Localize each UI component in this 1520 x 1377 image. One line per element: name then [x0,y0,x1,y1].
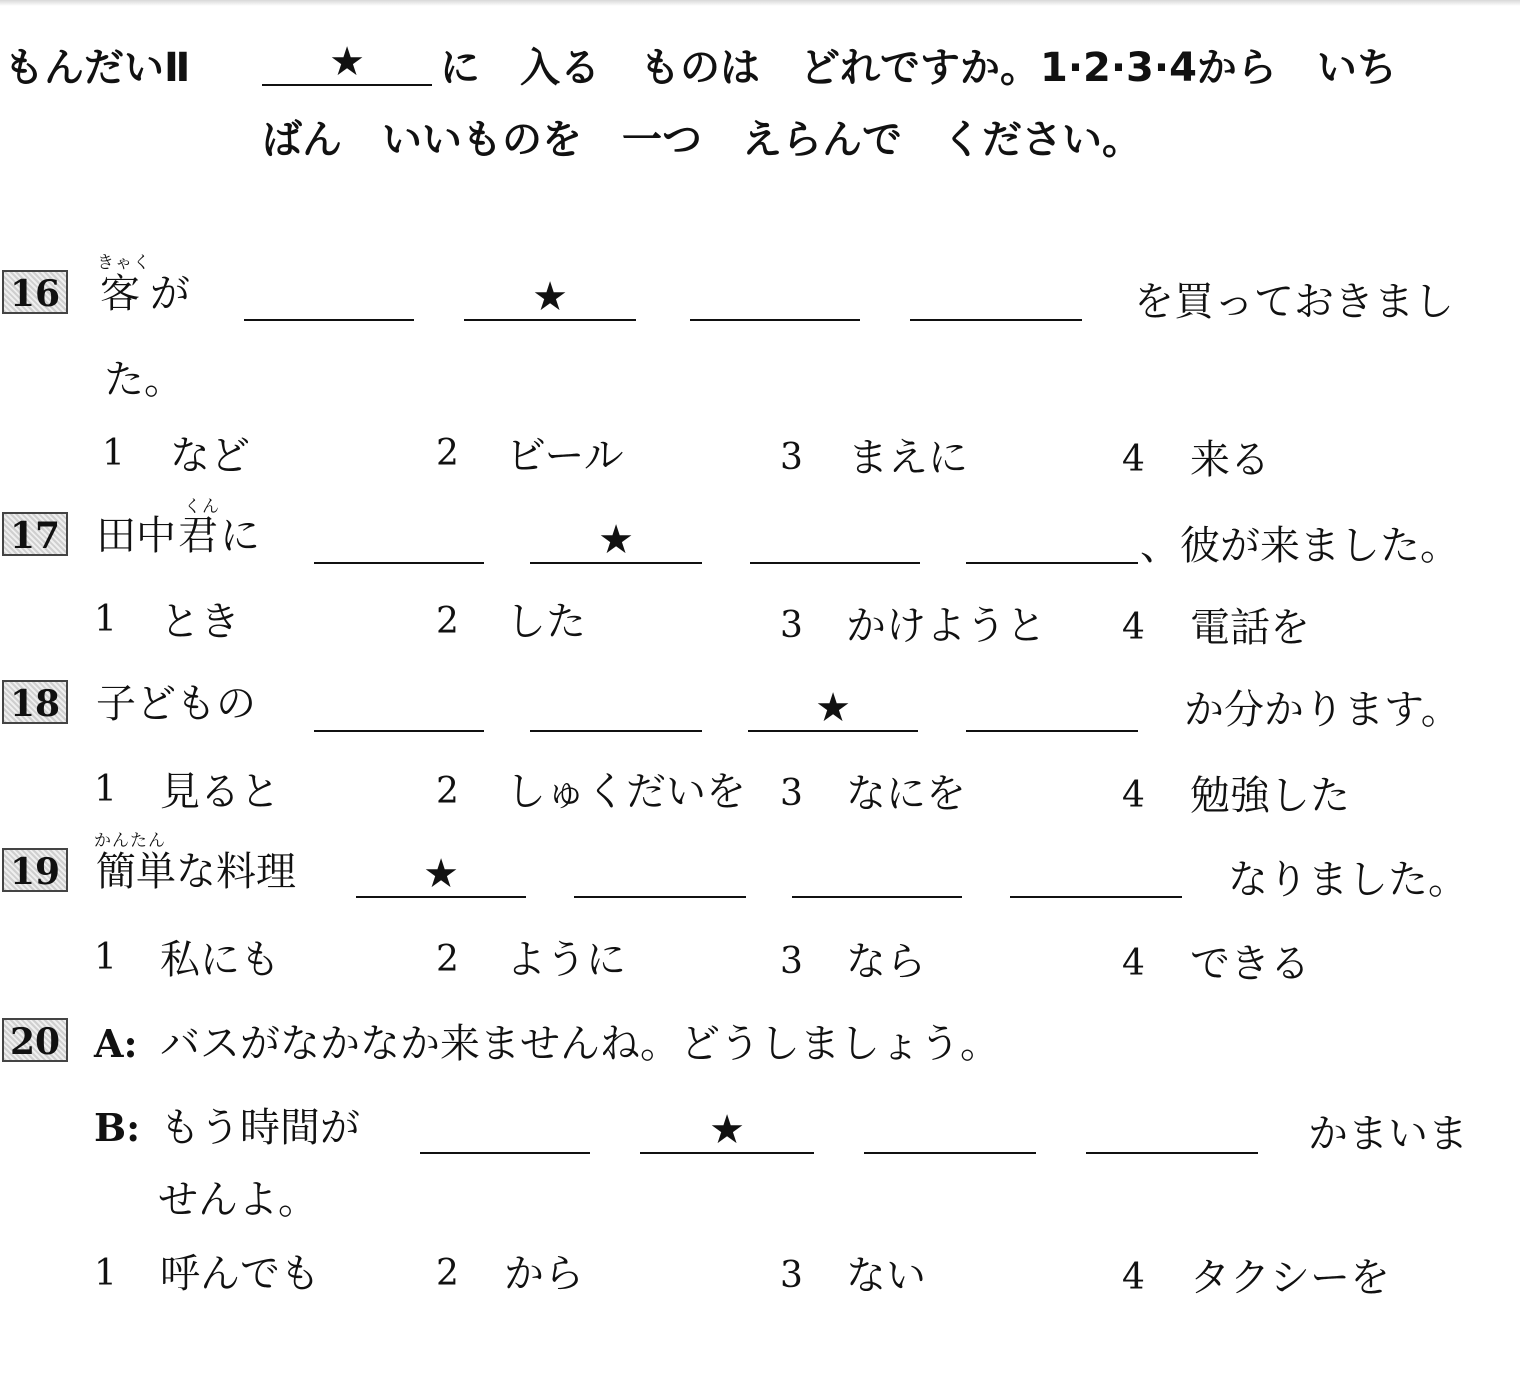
question-text-after: 、彼が来ました。 [1140,523,1460,569]
answer-blank[interactable] [314,686,484,732]
answer-blank[interactable] [792,852,962,898]
option-text: から [504,1251,584,1297]
instruction-line-1: に 入る ものは どれですか。1·2·3·4から いち [440,45,1397,91]
option-number: 3 [780,941,803,982]
option-text: なにを [846,771,966,817]
answer-blank[interactable] [1086,1108,1258,1154]
option-number: 1 [94,769,117,810]
option-number: 2 [436,939,459,980]
answer-blank[interactable] [910,275,1082,321]
option-text: 来る [1190,437,1270,483]
furigana: くん [184,497,220,517]
star-icon: ★ [329,39,365,85]
option-text: ビール [506,433,624,479]
question-text-before: 子どもの [96,681,256,727]
answer-blank[interactable] [690,275,860,321]
option-number: 4 [1122,775,1145,816]
furigana: きゃく [97,253,151,273]
problem-label: もんだいⅡ [4,45,191,91]
question-kanji: 簡単 [96,849,176,895]
answer-blank[interactable] [244,275,414,321]
option-number: 2 [436,601,459,642]
furigana: かんたん [94,831,166,851]
option-text: 電話を [1190,605,1310,651]
option-text: 勉強した [1190,773,1350,819]
option-number: 2 [436,433,459,474]
option-number: 1 [94,1253,117,1294]
question-text-before: が [150,271,190,317]
option-number: 3 [780,437,803,478]
option-number: 1 [102,433,125,474]
question-kanji: 客 [100,271,140,317]
option-number: 1 [94,937,117,978]
dialogue-line-a: バスがなかなか来ませんね。どうしましょう。 [160,1021,1000,1067]
star-icon: ★ [598,517,634,563]
answer-blank[interactable] [864,1108,1036,1154]
option-text: とき [160,599,240,645]
option-number: 4 [1122,439,1145,480]
star-icon: ★ [815,685,851,731]
question-text-after: かまいま [1308,1111,1468,1157]
option-text: した [506,599,586,645]
question-text-after: なりました。 [1228,857,1468,903]
star-icon: ★ [532,274,568,320]
speaker-b: B: [94,1105,141,1150]
option-text: 見ると [160,769,280,815]
instruction-line-2: ばん いいものを 一つ えらんで ください。 [262,117,1142,163]
answer-blank-star[interactable] [356,852,526,898]
answer-blank[interactable] [314,518,484,564]
answer-blank[interactable] [750,518,920,564]
instruction-star-blank [262,40,432,86]
option-number: 3 [780,773,803,814]
page-top-edge [0,0,1520,6]
option-text: できる [1190,941,1310,987]
question-number: 16 [2,270,68,314]
option-number: 1 [94,599,117,640]
option-number: 3 [780,1255,803,1296]
question-text-pre: 田中 [96,513,176,559]
option-text: まえに [848,435,968,481]
answer-blank[interactable] [1010,852,1182,898]
answer-blank[interactable] [966,686,1138,732]
question-text-before: もう時間が [160,1105,360,1151]
question-number: 17 [2,512,68,556]
answer-blank[interactable] [574,852,746,898]
option-text: など [170,433,250,479]
option-text: かけようと [846,603,1046,649]
question-kanji: 君 [178,513,218,559]
question-text-before: な料理 [176,849,296,895]
question-text-continuation: た。 [104,357,184,403]
option-number: 2 [436,1253,459,1294]
star-icon: ★ [709,1107,745,1153]
question-text-continuation: せんよ。 [158,1177,318,1223]
answer-blank[interactable] [420,1108,590,1154]
option-text: なら [846,939,926,985]
question-number: 20 [2,1018,68,1062]
option-text: ように [506,937,626,983]
option-text: タクシーを [1190,1255,1390,1301]
option-number: 4 [1122,943,1145,984]
option-text: しゅくだいを [506,769,746,815]
option-text: 呼んでも [160,1251,320,1297]
answer-blank[interactable] [966,518,1138,564]
answer-blank[interactable] [530,686,702,732]
answer-blank-star[interactable] [464,275,636,321]
option-text: ない [846,1253,926,1299]
option-number: 4 [1122,607,1145,648]
question-number: 19 [2,848,68,892]
speaker-a: A: [94,1021,138,1066]
question-number: 18 [2,680,68,724]
option-number: 3 [780,605,803,646]
question-text-before: に [220,513,260,559]
answer-blank-star[interactable] [748,686,918,732]
option-text: 私にも [160,937,280,983]
question-text-after: を買っておきまし [1134,279,1454,325]
option-number: 2 [436,771,459,812]
option-number: 4 [1122,1257,1145,1298]
question-text-after: か分かります。 [1184,687,1461,733]
answer-blank-star[interactable] [640,1108,814,1154]
star-icon: ★ [423,851,459,897]
answer-blank-star[interactable] [530,518,702,564]
